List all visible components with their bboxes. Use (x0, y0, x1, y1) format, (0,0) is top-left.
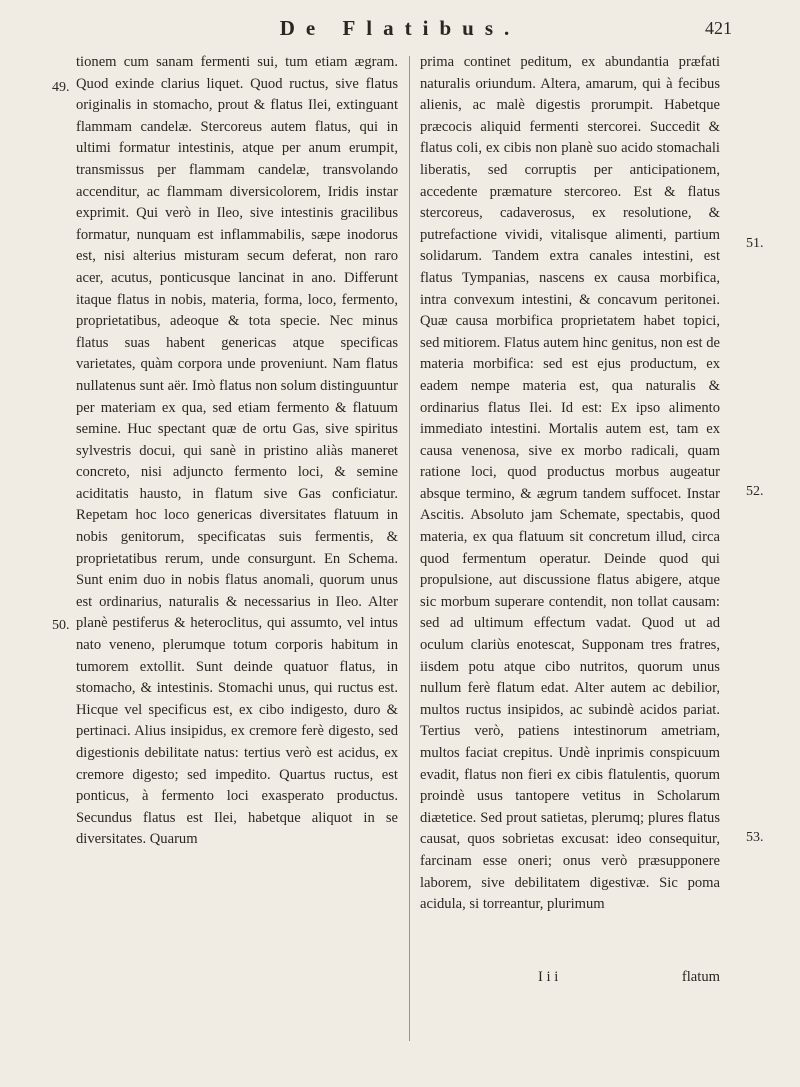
catchword: flatum (681, 969, 720, 985)
margin-number-52: 52. (746, 484, 764, 499)
margin-number-50: 50. (52, 618, 70, 633)
page-number: 421 (705, 18, 732, 38)
page-footer (420, 969, 720, 991)
margin-number-51: 51. (746, 236, 764, 251)
right-column-text: prima continet peditum, ex abundantia præfati naturalis oriundum. Altera, amarum, qui à fecibus alienis, ac malè digestis prorumpit. Habetque præcocis aliquid fermenti stercorei. Succedit & flatus coli, ex cibis non planè suo acido stomachali liberatis, sed corruptis per anticipationem, accedente præmature stercoreo. Est & flatus stercoreus, cadaverosus, ex resolutione, & putrefactione vividi, vitalisque alimenti, partium solidarum. Tandem extra canales intestini, est flatus Tympanias, nascens ex causa morbifica, intra convexum intestini, & concavum peritonei. Quæ causa morbifica proprietatem habet topici, sed mitiorem. Flatus autem hinc genitus, non est de materia morbifica: sed est ejus productum, ex eadem nempe materia est, qua naturalis & ordinarius flatus Ilei. Id est: Ex ipso alimento immediato intestini. Mortalis autem est, tam ex causa venenosa, sive ex morbo radicali, quam ratione loci, quod productus morbus augeatur absque termino, & ægrum tandem suffocet. Instar Ascitis. Absoluto jam Schemate, spectabis, quod materia, ex qua flatuum sit concretum illud, circa quod fermentum operatur. Deinde quod qui propulsione, aut discussione flatus abigere, atque sic morbum superare contendit, non tollat causam: sed ad ultimum effectum vadat. Quod ut ad oculum clariùs enotescat, Supponam tres fratres, iisdem potu atque cibo nutritos, quorum unus nullum ferè flatum edat. Alter autem ac debilior, multos ructus insipidos, ac subindè acidos pariat. Tertius verò, patiens intestinorum ametriam, multos faciat crepitus. Undè inprimis conspicuum evadit, flatus non fieri ex cibis flatulentis, quorum proindè usus tantopere vetitus in Scholarum diætetice. Sed prout satietas, plerumq; plures flatus causat, quos sobrietas excusat: ideo consequitur, farcinam esse oneri; onus verò præsupponere laborem, sive debilitatem digestivæ. Sic poma acidula, si torreantur, plurimum (420, 54, 720, 913)
margin-number-49: 49. (52, 80, 70, 95)
margin-number-53: 53. (746, 830, 764, 845)
running-title: De Flatibus. (279, 16, 521, 40)
right-column (420, 52, 720, 1062)
left-column (76, 52, 398, 1062)
left-column-text: tionem cum sanam fermenti sui, tum etiam ægram. Quod exinde clarius liquet. Quod ructus, sive flatus originalis in stomacho, prout & flatus Ilei, extinguant flammam candelæ. Stercoreus autem flatus, qui in ultimi formatur intestinis, atque per anum erumpit, transmissus per flammam candelæ, transvolando accenditur, ac flammam diversicolorem, Iridis instar exprimit. Qui verò in Ileo, sive intestinis gracilibus formatur, nunquam est inflammabilis, sæpe inodorus est, nisi alterius misturam secum deferat, non raro acer, acutus, ponticusque lancinat in ano. Differunt itaque flatus in nobis, materia, forma, loco, fermento, proprietatibus, adeoque & tota specie. Nec minus flatus suas habent genericas atque specificas varietates, quàm corpora unde proveniunt. Nam flatus nullatenus sunt aër. Imò flatus non solum distinguuntur per materiam ex qua, sed etiam fermento & flatuum semine. Huc spectant quæ de ortu Gas, sive spiritus sylvestris docui, qui sanè in pristino aliàs maneret concreto, nisi adjuncto fermento loci, & semine aciditatis hausto, in flatum sive Gas conficiatur. Repetam hoc loco genericas diversitates flatuum in nobis genitorum, specificatas suis fermentis, & proprietatibus rerum, unde consurgunt. En Schema. Sunt enim duo in nobis flatus anomali, quorum unus est ordinarius, naturalis & necessarius in Ileo. Alter planè pestiferus & heteroclitus, qui assumto, vel intus nato veneno, plerumque totum corporis habitum in tumorem extollit. Sunt deinde quatuor flatus, in stomacho, & intestinis. Stomachi unus, qui ructus est. Hicque vel specificus est, ex cibo indigesto, duro & pertinaci. Alius insipidus, ex cremore ferè digesto, sed digestionis debilitate natus: tertius verò est acidus, ex cremore digesto; sed impedito. Quartus ructus, est ponticus, à fermento loci exasperato productus. Secundus flatus est Ilei, habetque aliquot in se diversitates. Quarum (76, 54, 398, 848)
page-header (0, 16, 800, 46)
signature-mark: I i i (538, 969, 559, 985)
column-divider (409, 56, 410, 1041)
